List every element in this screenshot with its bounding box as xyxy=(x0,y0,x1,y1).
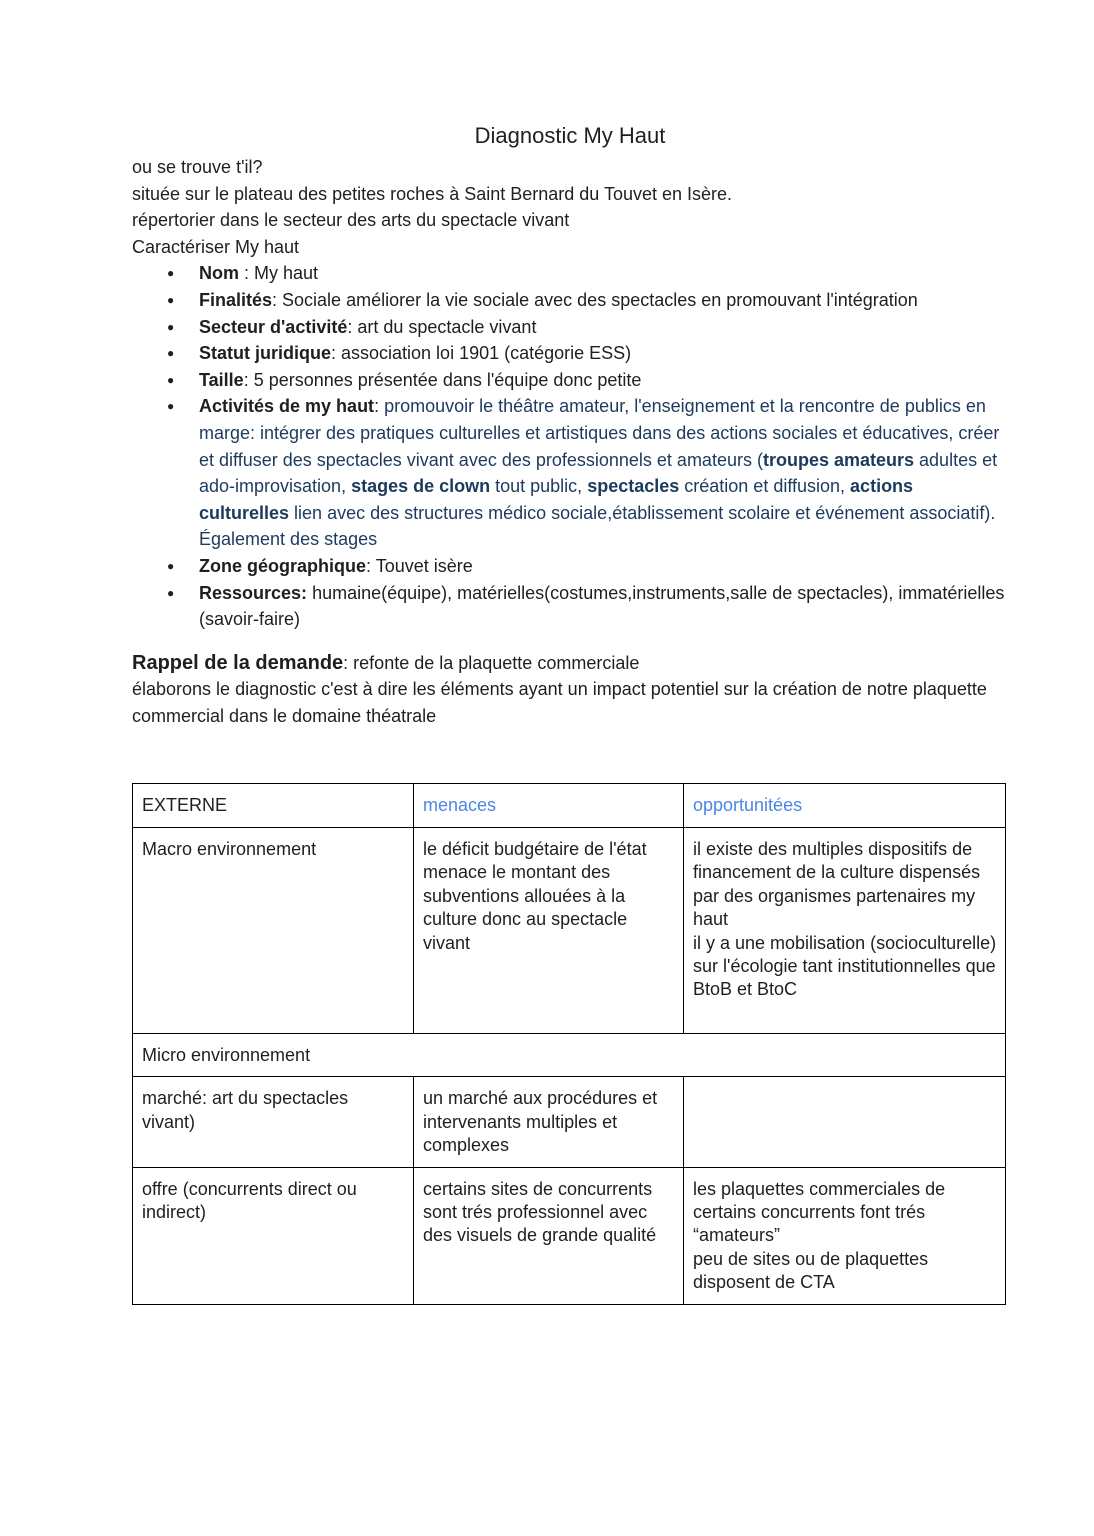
intro-location: située sur le plateau des petites roches à Saint Bernard du Touvet en Isère. xyxy=(132,183,733,204)
bullet-activites xyxy=(199,393,1008,553)
intro-question: ou se trouve t'il? xyxy=(132,157,263,177)
bullet-ressources xyxy=(199,580,1008,633)
activites-bold: stages de clown xyxy=(351,476,491,497)
bullet-text: : art du spectacle vivant xyxy=(347,316,537,337)
bullet-taille xyxy=(199,367,1008,394)
macro-menaces: le déficit budgétaire de l'état menace le montant des subventions allouées à la culture donc au spectacle vivant xyxy=(414,827,684,1033)
activites-text: promouvoir le théâtre amateur, l'enseignement et la rencontre de publics en marge: intégrer des pratiques culturelles et artistiques dans des actions sociales et éducatives, créer et diffuser des spectacles vivant avec des professionnels et amateurs ( xyxy=(199,396,1000,470)
bullet-zone xyxy=(199,553,1008,580)
document-title: Diagnostic My Haut xyxy=(474,123,666,148)
bullet-label: Secteur d'activité xyxy=(199,316,348,337)
micro-label: Micro environnement xyxy=(133,1033,1006,1076)
bullet-text: humaine(équipe), matérielles(costumes,instruments,salle de spectacles), immatérielles (savoir-faire) xyxy=(199,582,1005,630)
header-opportunites: opportunitées xyxy=(684,784,1006,827)
macro-label: Macro environnement xyxy=(133,827,414,1033)
header-menaces: menaces xyxy=(414,784,684,827)
bullet-text: : Touvet isère xyxy=(366,555,473,576)
bullet-finalites xyxy=(199,287,1008,314)
offre-opportunites xyxy=(684,1167,1006,1304)
bullet-label: Statut juridique xyxy=(199,343,331,364)
activites-text: lien avec des structures médico sociale,établissement scolaire et événement associatif). Également des stages xyxy=(199,502,996,550)
table-row-header xyxy=(133,784,1006,827)
characteristics-list xyxy=(132,260,1008,632)
bullet-text: : My haut xyxy=(239,263,319,284)
demande-paragraph: élaborons le diagnostic c'est à dire les éléments ayant un impact potentiel sur la création de notre plaquette commercial dans le domaine théatrale xyxy=(132,679,987,726)
intro-sector: répertorier dans le secteur des arts du spectacle vivant xyxy=(132,210,570,231)
activites-bold: actions culturelles xyxy=(199,476,914,523)
marche-menaces: un marché aux procédures et intervenants multiples et complexes xyxy=(414,1077,684,1167)
bullet-statut xyxy=(199,340,1008,367)
bullet-label: Zone géographique xyxy=(199,555,367,576)
demande-text: : refonte de la plaquette commerciale xyxy=(343,652,640,673)
bullet-text: : association loi 1901 (catégorie ESS) xyxy=(331,343,632,364)
offre-menaces: certains sites de concurrents sont trés professionnel avec des visuels de grande qualité xyxy=(414,1167,684,1304)
document-page xyxy=(132,118,1008,1305)
marche-label: marché: art du spectacles vivant) xyxy=(133,1077,414,1167)
header-externe: EXTERNE xyxy=(133,784,414,827)
activites-bold: troupes amateurs xyxy=(762,449,915,470)
table-row-macro xyxy=(133,827,1006,1033)
swot-table xyxy=(132,783,1006,1304)
offre-opportunite-2: peu de sites ou de plaquettes disposent de CTA xyxy=(693,1248,929,1293)
bullet-label: Ressources: xyxy=(199,582,308,603)
offre-label: offre (concurrents direct ou indirect) xyxy=(133,1167,414,1304)
macro-opportunite-2: il y a une mobilisation (socioculturelle) sur l'écologie tant institutionnelles que BtoB et BtoC xyxy=(693,932,997,1000)
bullet-text: : Sociale améliorer la vie sociale avec des spectacles en promouvant l'intégration xyxy=(272,289,918,310)
bullet-label: Taille xyxy=(199,369,244,390)
demande-heading: Rappel de la demande xyxy=(132,651,344,674)
bullet-text: : 5 personnes présentée dans l'équipe donc petite xyxy=(243,369,642,390)
bullet-nom xyxy=(199,260,1008,287)
activites-text: adultes et ado-improvisation, xyxy=(199,449,998,497)
macro-opportunite-1: il existe des multiples dispositifs de financement de la culture dispensés par des organismes partenaires my haut xyxy=(693,838,981,930)
offre-opportunite-1: les plaquettes commerciales de certains concurrents font trés “amateurs” xyxy=(693,1178,946,1246)
activites-text: création et diffusion, xyxy=(679,476,851,497)
table-row-marche xyxy=(133,1077,1006,1167)
bullet-label: Activités de my haut xyxy=(199,396,375,417)
table-row-micro xyxy=(133,1033,1006,1076)
marche-opportunites xyxy=(684,1077,1006,1167)
bullet-colon: : xyxy=(374,396,385,417)
table-row-offre xyxy=(133,1167,1006,1304)
macro-opportunites xyxy=(684,827,1006,1033)
intro-characterize: Caractériser My haut xyxy=(132,236,300,257)
bullet-label: Nom xyxy=(199,263,239,284)
bullet-label: Finalités xyxy=(199,289,273,310)
activites-bold: spectacles xyxy=(587,476,680,497)
bullet-secteur xyxy=(199,314,1008,341)
demande-line xyxy=(132,650,1008,677)
activites-text: tout public, xyxy=(490,476,588,497)
